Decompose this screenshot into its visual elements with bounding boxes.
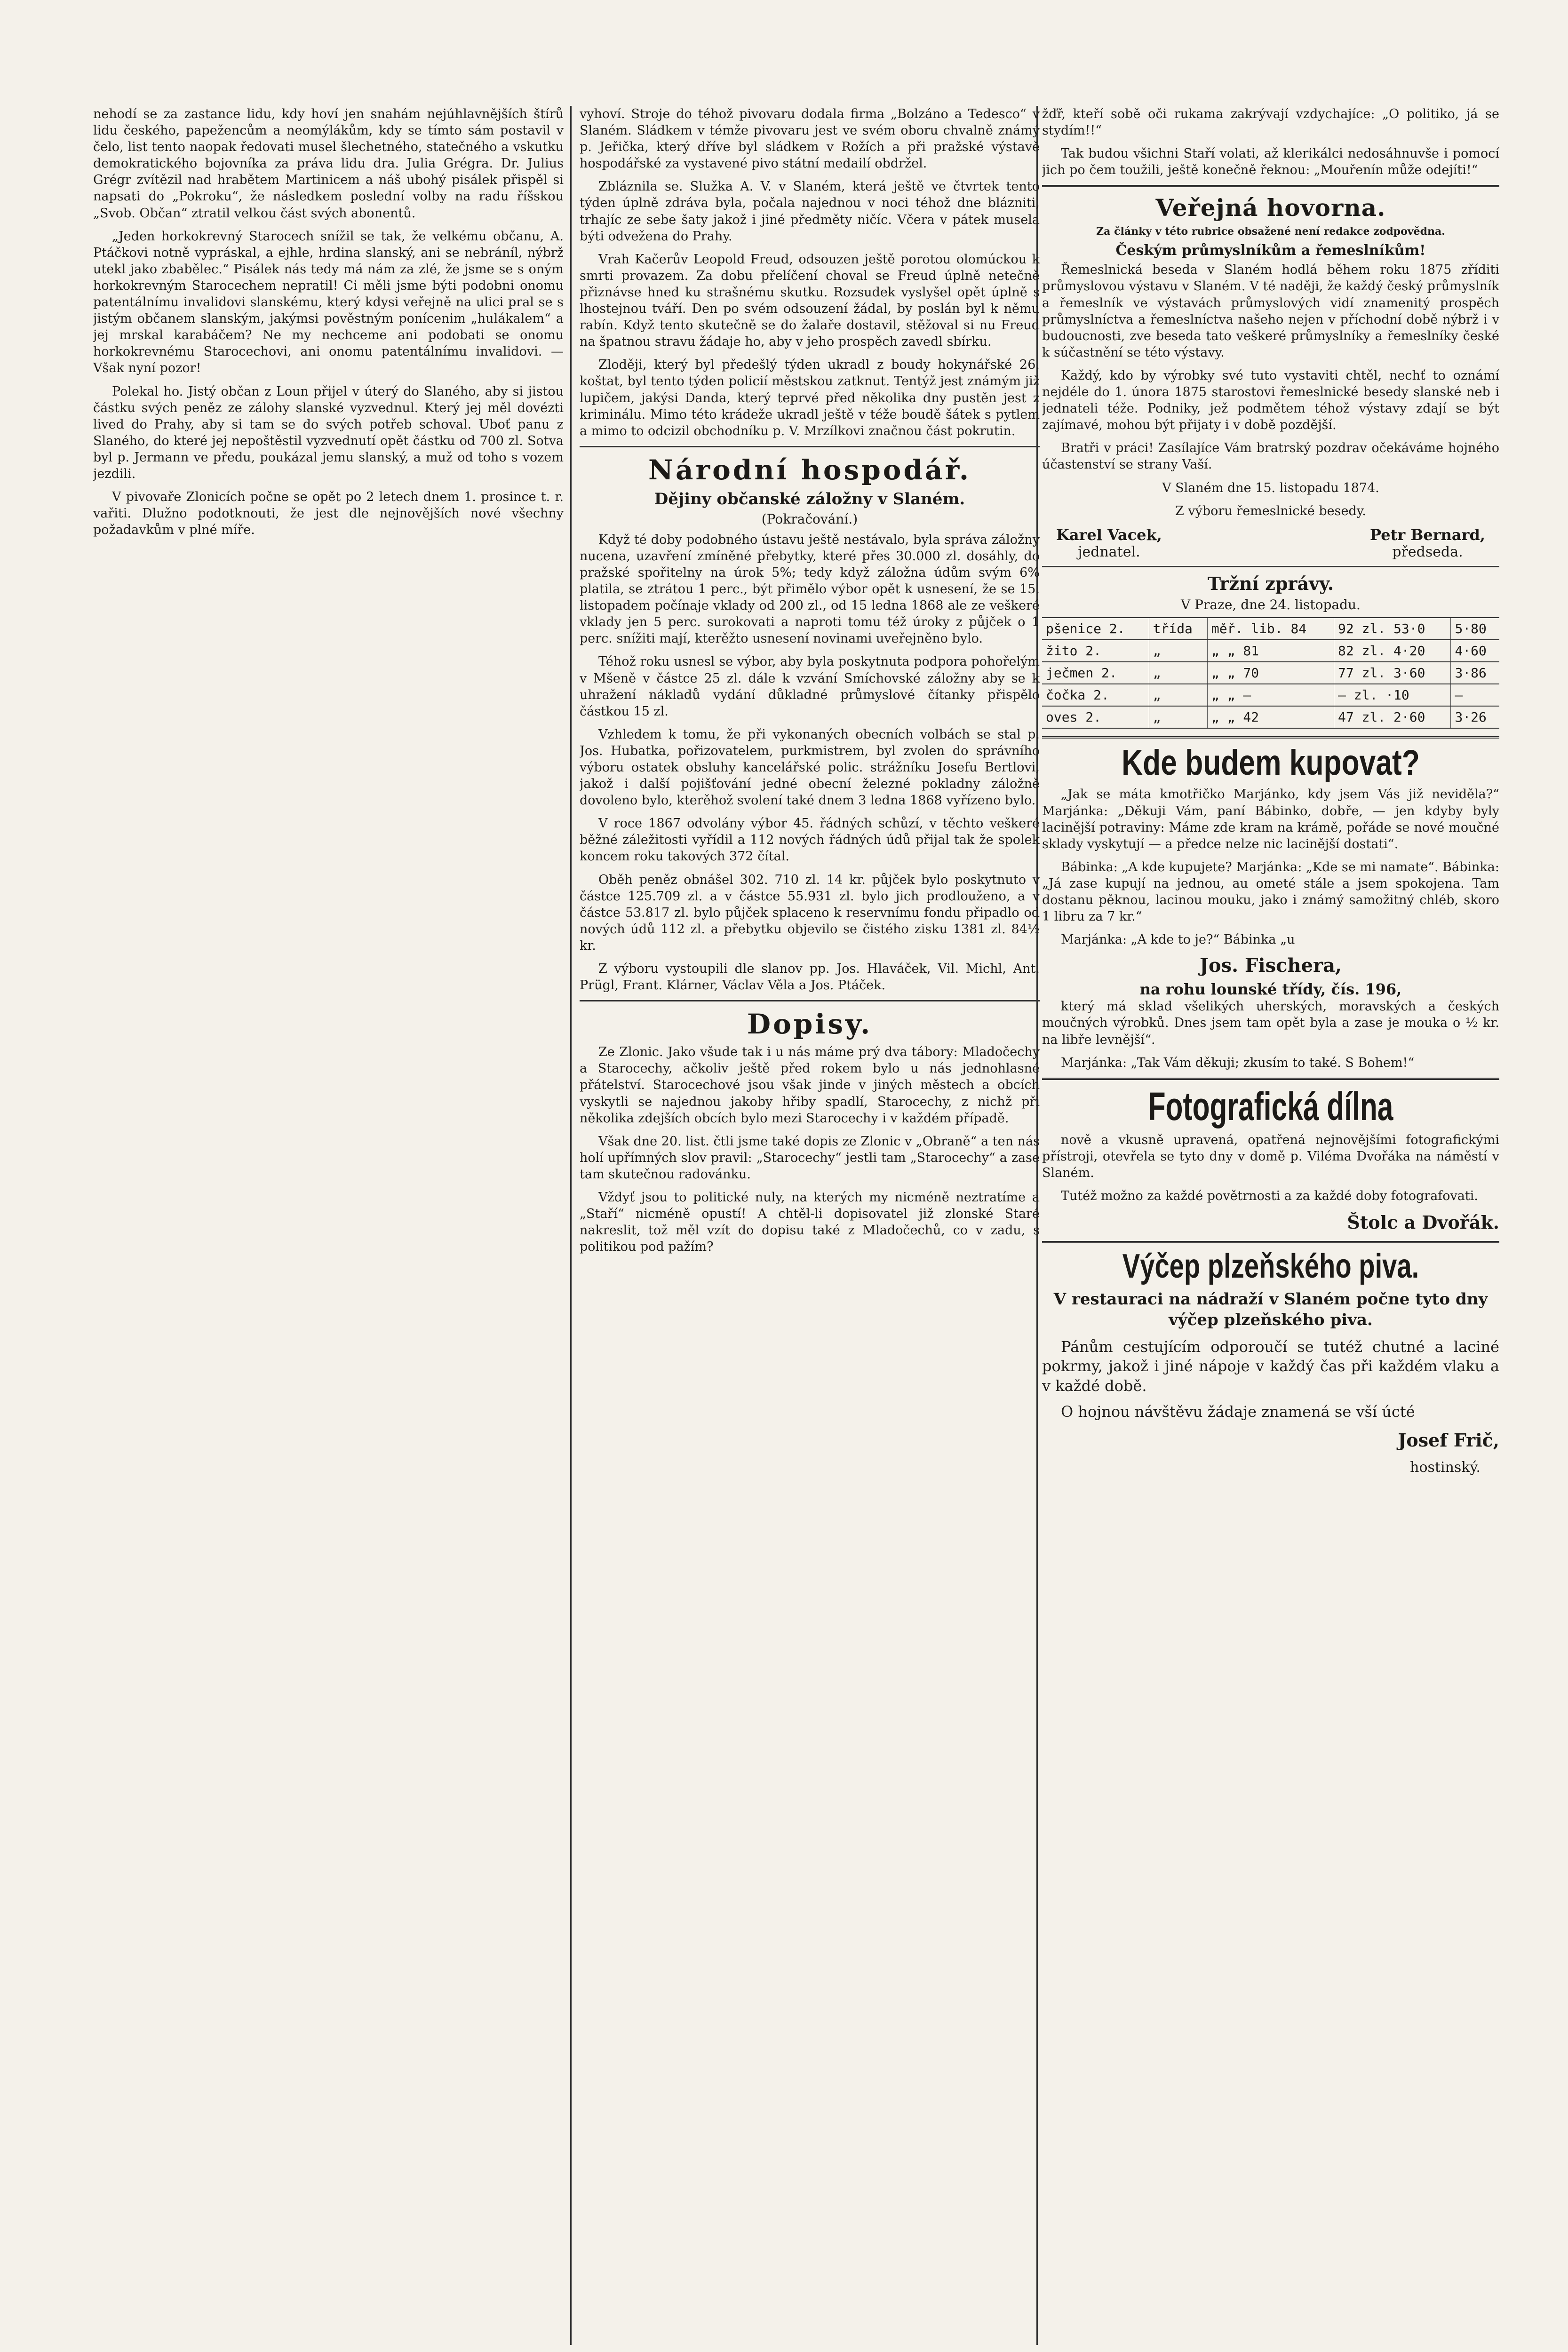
ad-signature-role: hostinský. xyxy=(1410,1459,1480,1476)
ad-signature: Štolc a Dvořák. xyxy=(1347,1212,1499,1233)
price-cell: oves 2. xyxy=(1042,706,1149,728)
article-paragraph: Bratři v práci! Zasílajíce Vám bratrský pozdrav očekáváme hojného účastenství se strany Vaší. xyxy=(1042,441,1499,472)
price-cell: 3·86 xyxy=(1451,662,1499,684)
price-cell: „ „ 70 xyxy=(1207,662,1334,684)
article-paragraph: Z výboru vystoupili dle slanov pp. Jos. Hlaváček, Vil. Michl, Ant. Prügl, Frant. Klárner, Václav Věla a Jos. Ptáček. xyxy=(580,961,1040,993)
article-paragraph: Zbláznila se. Služka A. V. v Slaném, která ještě ve čtvrtek tento týden úplně zdráva byla, počala najednou v noci téhož dne blázniti, trhajíc ze sebe šaty jakož i jiné předměty ničíc. Včera v pátek musela býti odvežena do Prahy. xyxy=(580,179,1040,244)
section-rule xyxy=(1042,566,1499,567)
price-cell: — zl. ·10 xyxy=(1334,684,1451,706)
ad-address: na rohu lounské třídy, čís. 196, xyxy=(1139,980,1402,999)
article-paragraph: Tak budou všichni Staří volati, až klerikálci nedosáhnuvše i pomocí jich po čem toužili, ještě konečně řeknou: „Mouřenín může odejíti!“ xyxy=(1042,146,1499,178)
ad-paragraph: „Jak se máta kmotřičko Marjánko, kdy jsem Vás již neviděla?“ Marjánka: „Děkuji Vám, paní Bábinko, dobře, — jen kdyby byly lacinější potraviny: Máme zde kram na krámě, pořáde se nové moučné sklady vyskytují — a předce nelze nic lacinější dostati“. xyxy=(1042,787,1499,851)
article-paragraph: Vždyť jsou to politické nuly, na kterých my nicméně neztratíme a „Staří“ nicméně opustí! A chtěl-li dopisovatel již zlonské Staré nakreslit, tož měl vzít do dopisu také z Mladočechů, co v zadu, s politikou pod pažím? xyxy=(580,1190,1040,1255)
article-paragraph: Polekal ho. Jistý občan z Loun přijel v úterý do Slaného, aby si jistou částku svých peněz ze zálohy slanské vyzvednul. Který jej měl dovézti lived do Prahy, aby si tam se do svých potřeb schoval. Uboť panu z Slaného, do které jej nepoštěstil vyzvednutí opět částku od 700 zl. Sotva byl p. Jermann ve předu, poukázal jemu slanský, a muž od toho s vozem jezdili. xyxy=(93,384,564,481)
section-title-narodni-hospodar: Národní hospodář. xyxy=(648,453,971,486)
market-date: V Praze, dne 24. listopadu. xyxy=(1181,596,1361,612)
price-cell: pšenice 2. xyxy=(1042,618,1149,640)
price-cell: „ „ 81 xyxy=(1207,640,1334,662)
signature-name: Petr Bernard, xyxy=(1370,525,1485,544)
section-rule xyxy=(1042,736,1499,739)
article-paragraph: Řemeslnická beseda v Slaném hodlá během roku 1875 zříditi průmyslovou výstavu v Slaném. V té naději, že každý český průmyslník a řemeslník ve výstavách průmyslových vidí znamenitý prospěch průmyslníctva a řemeslníctva našeho nejen v příchodní době nýbrž i v budoucnosti, zve beseda tato veškeré průmyslníky a řemeslníky české k súčastnění se této výstavy. xyxy=(1042,262,1499,360)
price-row xyxy=(1042,662,1499,684)
ad-paragraph: nově a vkusně upravená, opatřená nejnovějšími fotografickými přístroji, otevřela se tyto dny v domě p. Viléma Dvořáka na náměstí v Slaném. xyxy=(1042,1132,1499,1181)
article-date: V Slaném dne 15. listopadu 1874. xyxy=(1162,480,1379,495)
article-paragraph: Vrah Kačerův Leopold Freud, odsouzen ještě porotou olomúckou k smrti provazem. Za dobu přelíčení choval se Freud úplně netečně přiznávse hned ku strašnému skutku. Rozsudek vyslyšel opět úplně s lhostejnou tváří. Den po svém odsouzení žádal, by poslán byl k němu rabín. Když tento skutečně se do žalaře dostavil, stěžoval si nu Freud na špatnou stravu žádaje ho, aby v jeho prospěch zavedl sbírku. xyxy=(580,252,1040,350)
price-row xyxy=(1042,706,1499,728)
column-divider-1 xyxy=(570,106,572,2345)
article-paragraph: Oběh peněz obnášel 302. 710 zl. 14 kr. půjček bylo poskytnuto v částce 125.709 zl. a v částce 55.931 zl. bylo jich prodlouženo, a v částce 53.817 zl. bylo půjček splaceno k reservnímu fondu připadlo od nových údů 112 zl. a přebytku objevilo se čistého zisku 1381 zl. 84½ kr. xyxy=(580,872,1040,953)
article-paragraph: Ze Zlonic. Jako všude tak i u nás máme prý dva tábory: Mladočechy a Starocechy, ačkoliv ještě před rokem bylo u nás jednohlasné přátelství. Starocechové jsou však jinde v jiných městech a obcích vyskytli se najednou jakoby hřiby spadlí, Starocechy, z nichž při několika zdejších obcích bylo mezi Starocechy i v každém případě. xyxy=(580,1045,1040,1126)
article-paragraph: Když té doby podobného ústavu ještě nestávalo, byla správa záložny nucena, uzavření zmíněné přebytky, které přes 30.000 zl. dosáhly, do pražské spořitelny na úrok 5%; tedy když záložna údům svým 6% platila, se ztrátou 1 perc., být přimělo výbor opět k usnesení, že se 15. listopadem počínaje vklady od 200 zl., od 15 ledna 1868 ale ze veškeré vklady jen 5 perc. surokovati a naproti tomu též úroky z půjček o 1 perc. snížiti mají, kterěžto usnesení novinami uveřejněno bylo. xyxy=(580,532,1040,646)
column-right xyxy=(1042,106,1499,1483)
price-cell: 92 zl. 53·0 xyxy=(1334,618,1451,640)
price-cell: „ xyxy=(1149,640,1207,662)
ad-title-vycep: Výčep plzeňského piva. xyxy=(1122,1247,1419,1285)
ad-paragraph: který má sklad všelikých uherských, moravských a českých moučných výrobků. Dnes jsem tam opět byla a zase je mouka o ½ kr. na libře levnější“. xyxy=(1042,999,1499,1047)
article-paragraph: nehodí se za zastance lidu, kdy hoví jen snahám nejúhlavnějších štírů lidu českého, papežencům a neomýlákům, kdy se tímto sám postavil v čelo, list tento naopak ředovati musel šlechetného, statečného a vskutku demokratického bojovníka za práva lidu dra. Julia Grégra. Dr. Julius Grégr zvítězil nad hrabětem Martinicem a náš ubohý pisálek přispěl si napsati do „Pokroku“, že následkem poslední volby na radu říšskou „Svob. Občan“ ztratil velkou část svých abonentů. xyxy=(93,107,564,221)
ad-signature: Josef Frič, xyxy=(1398,1430,1499,1451)
article-paragraph: V roce 1867 odvolány výbor 45. řádných schůzí, v těchto veškeré běžné záležitosti vyřídil a 112 nových řádných údů přijal tak že spolek koncem roku takových 372 čítal. xyxy=(580,816,1040,864)
article-paragraph: „Jeden horkokrevný Starocech snížil se tak, že velkému občanu, A. Ptáčkovi notně vypráskal, a ejhle, hrdina slanský, ani se nebráníl, nýbrž utekl jako zbabělec.“ Pisálek nás tedy má nám za zlé, že jsme se s oným horkokrevným Starocechem nepratil! Ci měli jsme býti podobni onomu patentálnímu invalidovi slanskému, který kdysi veřejně na ulici pral se s jistým občanem slanským, jakýmsi pověstným ponícenim „hulákalem“ a jej mrskal karabáčem? Ne my nechceme ani podobati se onomu horkokrevnému Starocechovi, ani onomu patentálnímu invalidovi. — Však nyní pozor! xyxy=(93,229,564,376)
article-paragraph: vyhoví. Stroje do téhož pivovaru dodala firma „Bolzáno a Tedesco“ v Slaném. Sládkem v témže pivovaru jest ve svém oboru chvalně známý p. Jeřička, který dříve byl sládkem v Rožích a při pražské výstavě hospodářské za vystavené pivo státní medailí obdržel. xyxy=(580,107,1040,171)
ad-paragraph: Pánům cestujícím odporoučí se tutéž chutné a laciné pokrmy, jakož i jiné nápoje v každý čas při každém vlaku a v každé době. xyxy=(1042,1337,1499,1395)
section-rule xyxy=(580,446,1040,447)
price-cell: — xyxy=(1451,684,1499,706)
section-rule xyxy=(1042,1241,1499,1243)
price-cell: třída xyxy=(1149,618,1207,640)
ad-title-kupovat: Kde budem kupovat? xyxy=(1122,742,1420,783)
price-cell: ječmen 2. xyxy=(1042,662,1149,684)
ad-title-fotograficka-dilna: Fotografická dílna xyxy=(1148,1084,1393,1128)
price-cell: „ xyxy=(1149,662,1207,684)
section-title-dopisy: Dopisy. xyxy=(747,1008,873,1041)
price-cell: měř. lib. 84 xyxy=(1207,618,1334,640)
price-cell: 5·80 xyxy=(1451,618,1499,640)
article-title: Českým průmyslníkům a řemeslníkům! xyxy=(1115,242,1426,259)
article-signoff: Z výboru řemeslnické besedy. xyxy=(1175,503,1366,518)
article-paragraph: Však dne 20. list. čtli jsme také dopis ze Zlonic v „Obraně“ a ten nás holí upřímných slov pravil: „Starocechy“ jestli tam „Starocechy“ a zase tam skutečnou radovánku. xyxy=(580,1134,1040,1182)
signatures xyxy=(1042,526,1499,560)
signature-left xyxy=(1056,526,1162,560)
signature-role: předseda. xyxy=(1392,543,1463,560)
price-cell: „ „ — xyxy=(1207,684,1334,706)
article-paragraph: Každý, kdo by výrobky své tuto vystaviti chtěl, nechť to oznámí nejdéle do 1. února 1875 starostovi řemeslnické besedy slanské neb i jednateli téže. Podniky, jež podmětem téhož výstavy zdají se být zajímavé, mohou být přijaty i v době pozdější. xyxy=(1042,368,1499,433)
article-paragraph: Téhož roku usnesl se výbor, aby byla poskytnuta podpora pohořelým v Mšeně v částce 25 zl. dále k vzvání Smíchovské záložny aby se k uhražení nákladů vydání důkladné průmyslové čítanky přispělo částkou 15 zl. xyxy=(580,654,1040,719)
article-paragraph: žďř, kteří sobě oči rukama zakrývají vzdychajíce: „O politiko, já se stydím!!“ xyxy=(1042,107,1499,138)
ad-paragraph: O hojnou návštěvu žádaje znamená se vší úcté xyxy=(1061,1403,1415,1421)
ad-paragraph: Marjánka: „A kde to je?“ Bábinka „u xyxy=(1061,932,1295,947)
ad-paragraph: Bábinka: „A kde kupujete? Marjánka: „Kde se mi namate“. Bábinka: „Já zase kupují na jednou, au ometé stále a jsem spokojena. Tam dostanu pěknou, lacinou mouku, jako i známý samožitný chléb, skoro 1 libru za 7 kr.“ xyxy=(1042,859,1499,924)
column-left xyxy=(93,106,564,545)
article-subtitle: (Pokračování.) xyxy=(761,511,858,527)
market-price-table xyxy=(1042,617,1499,729)
price-cell: „ „ 42 xyxy=(1207,706,1334,728)
price-cell: 3·26 xyxy=(1451,706,1499,728)
article-paragraph: V pivovaře Zlonicích počne se opět po 2 letech dnem 1. prosince t. r. vařiti. Dlužno podotknouti, že jest dle nejnovějších nové všechny požadavkům v plné míře. xyxy=(93,490,564,538)
article-paragraph: Zloději, který byl předešlý týden ukradl z boudy hokynářské 26. koštat, byl tento týden policií městskou zatknut. Tentýž jest známým již lupičem, jakýsi Danda, který teprvé před několika dny pustěn jest z kriminálu. Mimo této krádeže ukradl ještě v téže boudě šátek s pytlem a mimo to odcizil obchodníku p. V. Mrzílkovi značnou část pokrutin. xyxy=(580,358,1040,438)
ad-paragraph: Tutéž možno za každé povětrnosti a za každé doby fotografovati. xyxy=(1061,1189,1478,1204)
column-middle xyxy=(580,106,1040,1262)
section-rule xyxy=(1042,1078,1499,1080)
price-row xyxy=(1042,684,1499,706)
signature-right xyxy=(1370,526,1485,560)
section-title-verejna-hovorna: Veřejná hovorna. xyxy=(1155,194,1386,222)
price-row xyxy=(1042,640,1499,662)
price-cell: čočka 2. xyxy=(1042,684,1149,706)
ad-subtitle: V restauraci na nádraží v Slaném počne tyto dny výčep plzeňského piva. xyxy=(1053,1290,1488,1330)
price-cell: žito 2. xyxy=(1042,640,1149,662)
ad-business-name: Jos. Fischera, xyxy=(1200,954,1342,977)
signature-role: jednatel. xyxy=(1078,543,1140,560)
signature-name: Karel Vacek, xyxy=(1056,525,1162,544)
section-title-trzni-zpravy: Tržní zprávy. xyxy=(1207,572,1334,594)
price-cell: 47 zl. 2·60 xyxy=(1334,706,1451,728)
price-row xyxy=(1042,618,1499,640)
rubric-note: Za články v této rubrice obsažené není redakce zodpovědna. xyxy=(1096,225,1445,238)
price-cell: 77 zl. 3·60 xyxy=(1334,662,1451,684)
price-cell: „ xyxy=(1149,706,1207,728)
price-cell: „ xyxy=(1149,684,1207,706)
section-rule xyxy=(1042,185,1499,187)
price-cell: 4·60 xyxy=(1451,640,1499,662)
price-cell: 82 zl. 4·20 xyxy=(1334,640,1451,662)
article-paragraph: Vzhledem k tomu, že při vykonaných obecních volbách se stal p. Jos. Hubatka, pořizovatelem, purkmistrem, byl zvolen do správního výboru ostatek obsluhy kancelářské polic. strážníku Josefu Bertlovi, jakož i další pojišťování jedné obecní železné pokladny záložně dovoleno bylo, kterěhož svolení také dnem 3 ledna 1868 vyřízeno bylo. xyxy=(580,727,1040,808)
article-title: Dějiny občanské záložny v Slaném. xyxy=(654,489,965,509)
ad-paragraph: Marjánka: „Tak Vám děkuji; zkusím to také. S Bohem!“ xyxy=(1061,1055,1415,1070)
section-rule xyxy=(580,1000,1040,1001)
